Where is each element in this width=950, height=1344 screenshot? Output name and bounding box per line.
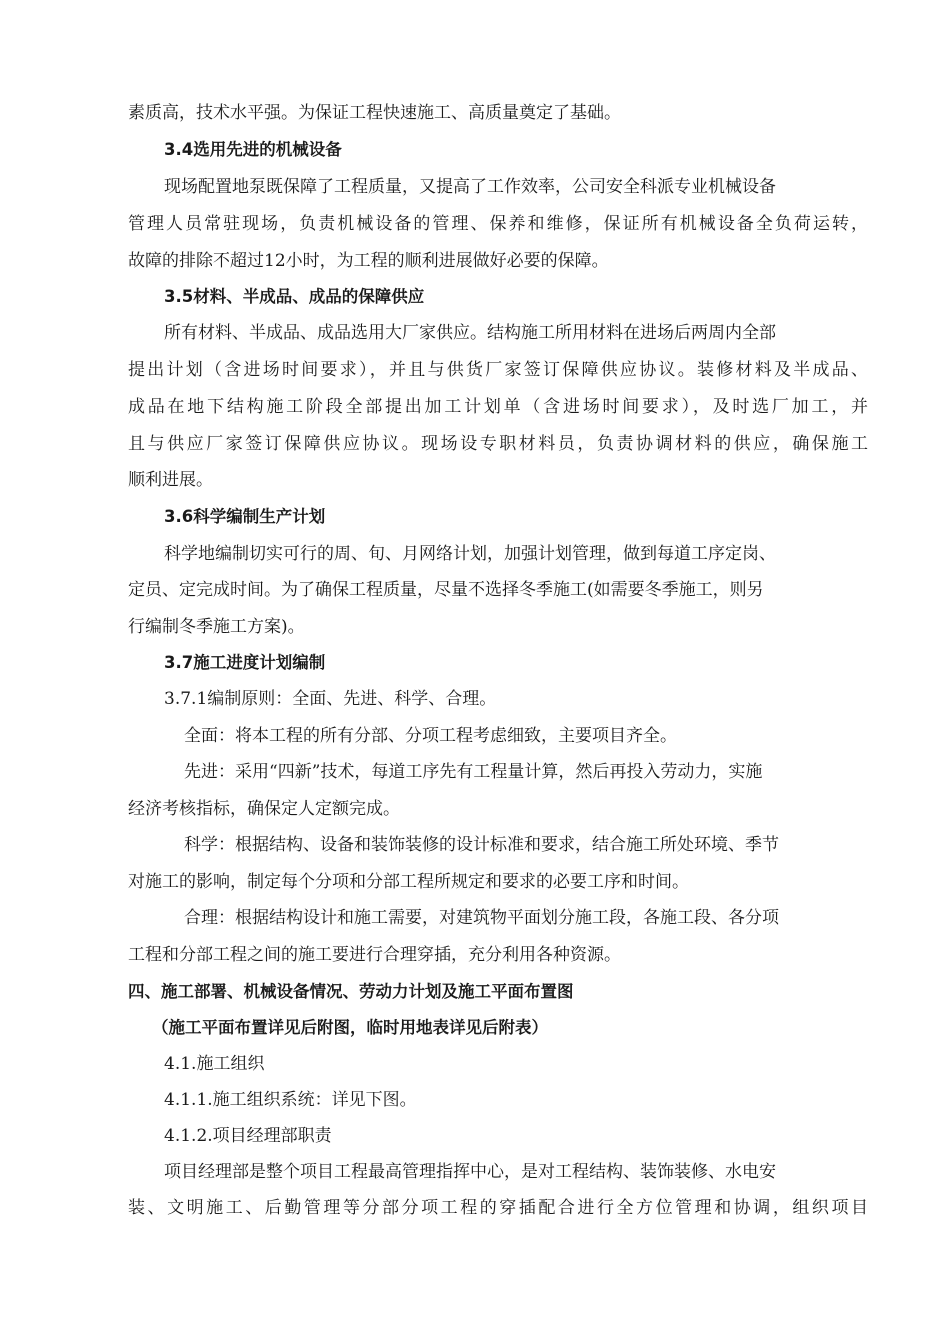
paragraph-line: 定员、定完成时间。为了确保工程质量，尽量不选择冬季施工(如需要冬季施工，则另 [128,580,764,600]
paragraph-line: 全面：将本工程的所有分部、分项工程考虑细致，主要项目齐全。 [184,726,677,746]
section-heading-3-6: 3.6科学编制生产计划 [164,507,326,526]
section-heading-3-4: 3.4选用先进的机械设备 [164,140,342,159]
paragraph-line: 提出计划（含进场时间要求），并且与供货厂家签订保障供应协议。装修材料及半成品、 [128,360,868,380]
paragraph-line: 项目经理部是整个项目工程最高管理指挥中心，是对工程结构、装饰装修、水电安 [164,1162,776,1182]
paragraph-line: 管理人员常驻现场，负责机械设备的管理、保养和维修，保证所有机械设备全负荷运转， [128,214,868,234]
paragraph-line: 经济考核指标，确保定人定额完成。 [128,799,400,819]
paragraph-line: 素质高，技术水平强。为保证工程快速施工、高质量奠定了基础。 [128,103,621,123]
paragraph-line: 且与供应厂家签订保障供应协议。现场设专职材料员，负责协调材料的供应，确保施工 [128,434,868,454]
paragraph-line: 成品在地下结构施工阶段全部提出加工计划单（含进场时间要求），及时选厂加工，并 [128,397,868,417]
section-heading-3-5: 3.5材料、半成品、成品的保障供应 [164,287,425,306]
paragraph-line: 工程和分部工程之间的施工要进行合理穿插，充分利用各种资源。 [128,945,621,965]
section-heading-4-1: 4.1.施工组织 [164,1054,265,1074]
section-heading-3-7: 3.7施工进度计划编制 [164,653,326,672]
chapter-heading-4: 四、施工部署、机械设备情况、劳动力计划及施工平面布置图 [128,982,574,1001]
section-heading-4-1-1: 4.1.1.施工组织系统：详见下图。 [164,1090,417,1110]
paragraph-line: 装、文明施工、后勤管理等分部分项工程的穿插配合进行全方位管理和协调，组织项目 [128,1198,868,1218]
paragraph-line: 顺利进展。 [128,470,213,490]
paragraph-line: 现场配置地泵既保障了工程质量，又提高了工作效率，公司安全科派专业机械设备 [164,177,776,197]
section-heading-4-1-2: 4.1.2.项目经理部职责 [164,1126,332,1146]
paragraph-line: 科学地编制切实可行的周、旬、月网络计划，加强计划管理，做到每道工序定岗、 [164,544,776,564]
chapter-subheading: （施工平面布置详见后附图，临时用地表详见后附表） [152,1018,548,1037]
paragraph-line: 合理：根据结构设计和施工需要，对建筑物平面划分施工段，各施工段、各分项 [184,908,779,928]
paragraph-line: 所有材料、半成品、成品选用大厂家供应。结构施工所用材料在进场后两周内全部 [164,323,776,343]
paragraph-line: 科学：根据结构、设备和装饰装修的设计标准和要求，结合施工所处环境、季节 [184,835,779,855]
paragraph-line: 先进：采用“四新”技术，每道工序先有工程量计算，然后再投入劳动力，实施 [184,762,763,782]
paragraph-line: 故障的排除不超过12小时，为工程的顺利进展做好必要的保障。 [128,251,609,271]
paragraph-line: 对施工的影响，制定每个分项和分部工程所规定和要求的必要工序和时间。 [128,872,689,892]
paragraph-line: 行编制冬季施工方案)。 [128,617,305,637]
paragraph-line: 3.7.1编制原则：全面、先进、科学、合理。 [164,689,497,709]
